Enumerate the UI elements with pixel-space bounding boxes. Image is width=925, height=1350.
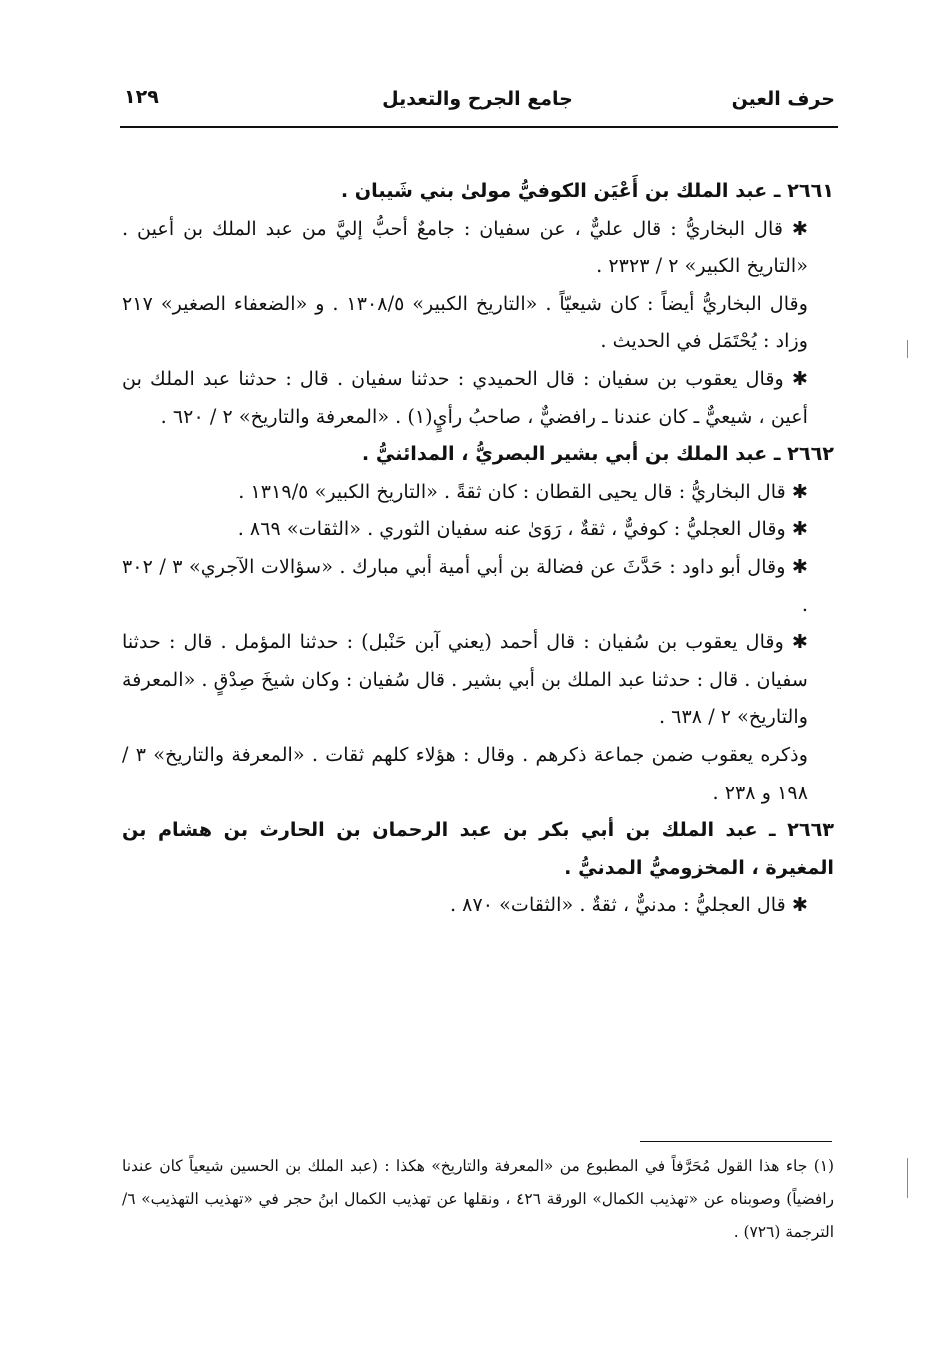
star-marker: ✱	[791, 479, 808, 503]
paragraph	[122, 285, 834, 360]
paragraph-text: وقال يعقوب بن سُفيان : قال أحمد (يعني آبن حَنْبل) : حدثنا المؤمل . قال : حدثنا سفيان . قال : حدثنا عبد الملك بن أبي بشير . قال سُفيان : وكان شيخَ صِدْقٍ . «المعرفة والتاريخ» ٢ / ٦٣٨ .	[122, 630, 808, 729]
star-marker: ✱	[791, 630, 808, 654]
entry-heading: ٢٦٦١ ـ عبد الملك بن أَعْيَن الكوفيُّ مولىٰ بني شَيبان .	[340, 179, 834, 202]
paragraph-text: وقال البخاريُّ أيضاً : كان شيعيّاً . «التاريخ الكبير» ١٣٠٨/٥ . و «الضعفاء الصغير» ٢١٧ وزاد : يُحْتَمَل في الحديث .	[122, 291, 808, 353]
entry-heading: ٢٦٦٣ ـ عبد الملك بن أبي بكر بن عبد الرحمان بن الحارث بن هشام بن المغيرة ، المخزوميُّ المدنيُّ .	[122, 818, 834, 879]
paragraph-text: قال العجليُّ : مدنيٌّ ، ثقةٌ . «الثقات» ٨٧٠ .	[449, 893, 786, 917]
paragraph-text: قال البخاريُّ : قال يحيى القطان : كان ثقةً . «التاريخ الكبير» ١٣١٩/٥ .	[238, 479, 786, 503]
star-marker: ✱	[791, 216, 808, 240]
star-marker: ✱	[791, 517, 808, 541]
footnote-rule	[640, 1141, 832, 1142]
chapter-title: حرف العين	[731, 88, 835, 110]
footnote	[122, 1150, 834, 1249]
margin-mark	[907, 340, 908, 358]
paragraph-text: قال البخاريُّ : قال عليٌّ ، عن سفيان : جامعٌ أحبُّ إليَّ من عبد الملك بن أعين . «التاريخ الكبير» ٢ / ٢٣٢٣ .	[122, 216, 808, 278]
entry-heading: ٢٦٦٢ ـ عبد الملك بن أبي بشير البصريُّ ، المدائنيُّ .	[361, 442, 834, 466]
paragraph	[122, 736, 834, 811]
star-marker: ✱	[791, 893, 808, 917]
paragraph	[122, 548, 834, 623]
main-text	[122, 172, 834, 924]
page-number: ١٢٩	[124, 86, 159, 108]
paragraph-text: وذكره يعقوب ضمن جماعة ذكرهم . وقال : هؤلاء كلهم ثقات . «المعرفة والتاريخ» ٣ / ١٩٨ و ٢٣٨ .	[122, 742, 808, 804]
book-title: جامع الجرح والتعديل	[382, 88, 573, 110]
margin-mark	[907, 1158, 908, 1198]
paragraph-text: وقال أبو داود : حَدَّثَ عن فضالة بن أبي أمية أبي مبارك . «سؤالات الآجري» ٣ / ٣٠٢ .	[122, 554, 808, 616]
paragraph	[122, 360, 834, 435]
running-header	[120, 84, 835, 124]
paragraph-text: وقال العجليُّ : كوفيٌّ ، ثقةٌ ، رَوَىٰ عنه سفيان الثوري . «الثقات» ٨٦٩ .	[237, 517, 786, 541]
footnote-text: (١) جاء هذا القول مُحَرَّفاً في المطبوع من «المعرفة والتاريخ» هكذا : (عبد الملك بن الحسين شيعياً كان عندنا رافضياً) وصوبناه عن «تهذيب الكمال» الورقة ٤٢٦ ، ونقلها عن تهذيب الكمال ابنُ حجر في «تهذيب التهذيب» ٦/الترجمة (٧٢٦) .	[122, 1157, 834, 1241]
paragraph	[122, 210, 834, 285]
paragraph-text: وقال يعقوب بن سفيان : قال الحميدي : حدثنا سفيان . قال : حدثنا عبد الملك بن أعين ، شيعيٌّ ـ كان عندنا ـ رافضيٌّ ، صاحبُ رأيٍ(١) . «المعرفة والتاريخ» ٢ / ٦٢٠ .	[122, 366, 808, 428]
star-marker: ✱	[791, 554, 808, 578]
paragraph	[122, 510, 834, 548]
star-marker: ✱	[791, 366, 808, 390]
header-rule	[120, 126, 838, 128]
paragraph	[122, 886, 834, 924]
paragraph	[122, 623, 834, 736]
paragraph	[122, 473, 834, 511]
